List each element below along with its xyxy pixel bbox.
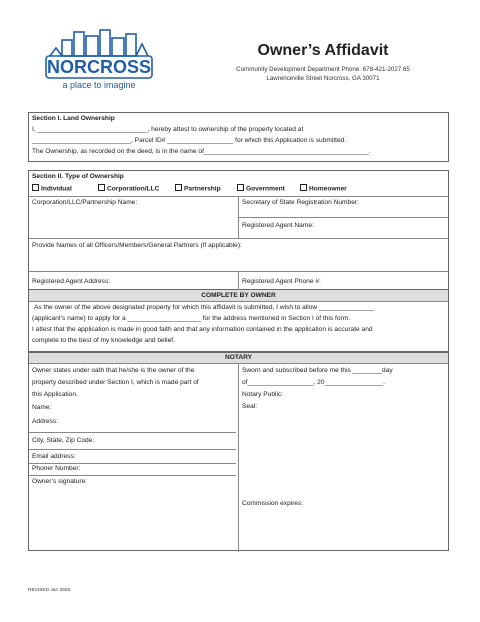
- complete-line4: complete to the best of my knowledge and belief.: [32, 337, 175, 344]
- sos-registration-field[interactable]: Secretary of State Registration Number:: [242, 199, 359, 206]
- oath-line2: property described under Section I, which is made part of: [32, 379, 199, 386]
- owner-name-field[interactable]: Name:: [32, 404, 52, 411]
- owner-address-field[interactable]: Address:: [32, 418, 59, 425]
- agent-name-field[interactable]: Registered Agent Name:: [242, 222, 314, 229]
- section1-line3[interactable]: The Ownership, as recorded on the deed, is in the name of_____________________________________________.: [32, 148, 371, 155]
- officers-field[interactable]: Provide Names of all Officers/Members/General Partners (If applicable):: [32, 242, 242, 249]
- checkbox-icon[interactable]: [32, 184, 39, 191]
- option-government[interactable]: Government: [237, 184, 285, 193]
- section1-heading: Section I. Land Ownership: [32, 115, 115, 122]
- notary-public-field[interactable]: Notary Public:: [242, 391, 284, 398]
- sworn-line1[interactable]: Sworn and subscribed before me this ________day: [242, 367, 393, 374]
- logo-wordmark: NORCROSS: [46, 57, 152, 77]
- option-corporation-llc[interactable]: Corporation/LLC: [98, 184, 159, 193]
- address-line: Lawrenceville Street Norcross, GA 30071: [266, 75, 380, 82]
- section-complete-by-owner: [28, 290, 449, 352]
- complete-heading: COMPLETE BY OWNER: [201, 292, 276, 299]
- section-type-of-ownership: [28, 170, 449, 290]
- checkbox-icon[interactable]: [237, 184, 244, 191]
- agent-phone-field[interactable]: Registered Agent Phone #:: [242, 278, 321, 285]
- section-notary: [28, 352, 449, 551]
- complete-line2[interactable]: (applicant’s name) to apply for a ____________________ for the address mentioned in Section I of this form.: [32, 315, 351, 322]
- section1-line1[interactable]: I, ______________________________, hereby attest to ownership of the property located at: [32, 126, 304, 133]
- checkbox-icon[interactable]: [300, 184, 307, 191]
- phone-field[interactable]: Phoner Number:: [32, 465, 81, 472]
- seal-field: Seal:: [242, 403, 258, 410]
- city-state-zip-field[interactable]: City, State, Zip Code:: [32, 437, 95, 444]
- dept-line: Community Development Department Phone: 678-421-2027 65: [236, 66, 410, 73]
- section1-line2[interactable]: ___________________________, Parcel ID# __________________ for which this Application is submitted.: [32, 137, 347, 144]
- oath-line1: Owner states under oath that he/she is the owner of the: [32, 367, 195, 374]
- option-individual[interactable]: Individual: [32, 184, 72, 193]
- notary-heading: NOTARY: [224, 354, 253, 361]
- corp-name-field[interactable]: Corporation/LLC/Partnership Name:: [32, 199, 138, 206]
- option-partnership[interactable]: Partnership: [175, 184, 221, 193]
- revised-date: REVISED Jan 2025: [28, 588, 71, 593]
- checkbox-icon[interactable]: [98, 184, 105, 191]
- page-title: Owner’s Affidavit: [257, 42, 389, 59]
- logo-tagline: a place to imagine: [62, 80, 136, 90]
- section2-heading: Section II. Type of Ownership: [32, 173, 124, 180]
- checkbox-icon[interactable]: [175, 184, 182, 191]
- owner-signature-field[interactable]: Owner’s signature:: [32, 478, 88, 485]
- email-field[interactable]: Email address:: [32, 453, 76, 460]
- complete-line1[interactable]: As the owner of the above designated property for which this affidavit is submitted, I wish to allow _______________: [34, 304, 375, 311]
- sworn-line2[interactable]: of__________________, 20________________.: [242, 379, 386, 386]
- section-land-ownership: [28, 112, 449, 162]
- commission-expires-field[interactable]: Commission expires:: [242, 500, 304, 507]
- agent-address-field[interactable]: Registered Agent Address:: [32, 278, 111, 285]
- norcross-logo: [36, 26, 162, 96]
- complete-line3: I attest that the application is made in good faith and that any information contained in the application is accurate and: [32, 326, 373, 333]
- option-homeowner[interactable]: Homeowner: [300, 184, 347, 193]
- oath-line3: this Application.: [32, 391, 78, 398]
